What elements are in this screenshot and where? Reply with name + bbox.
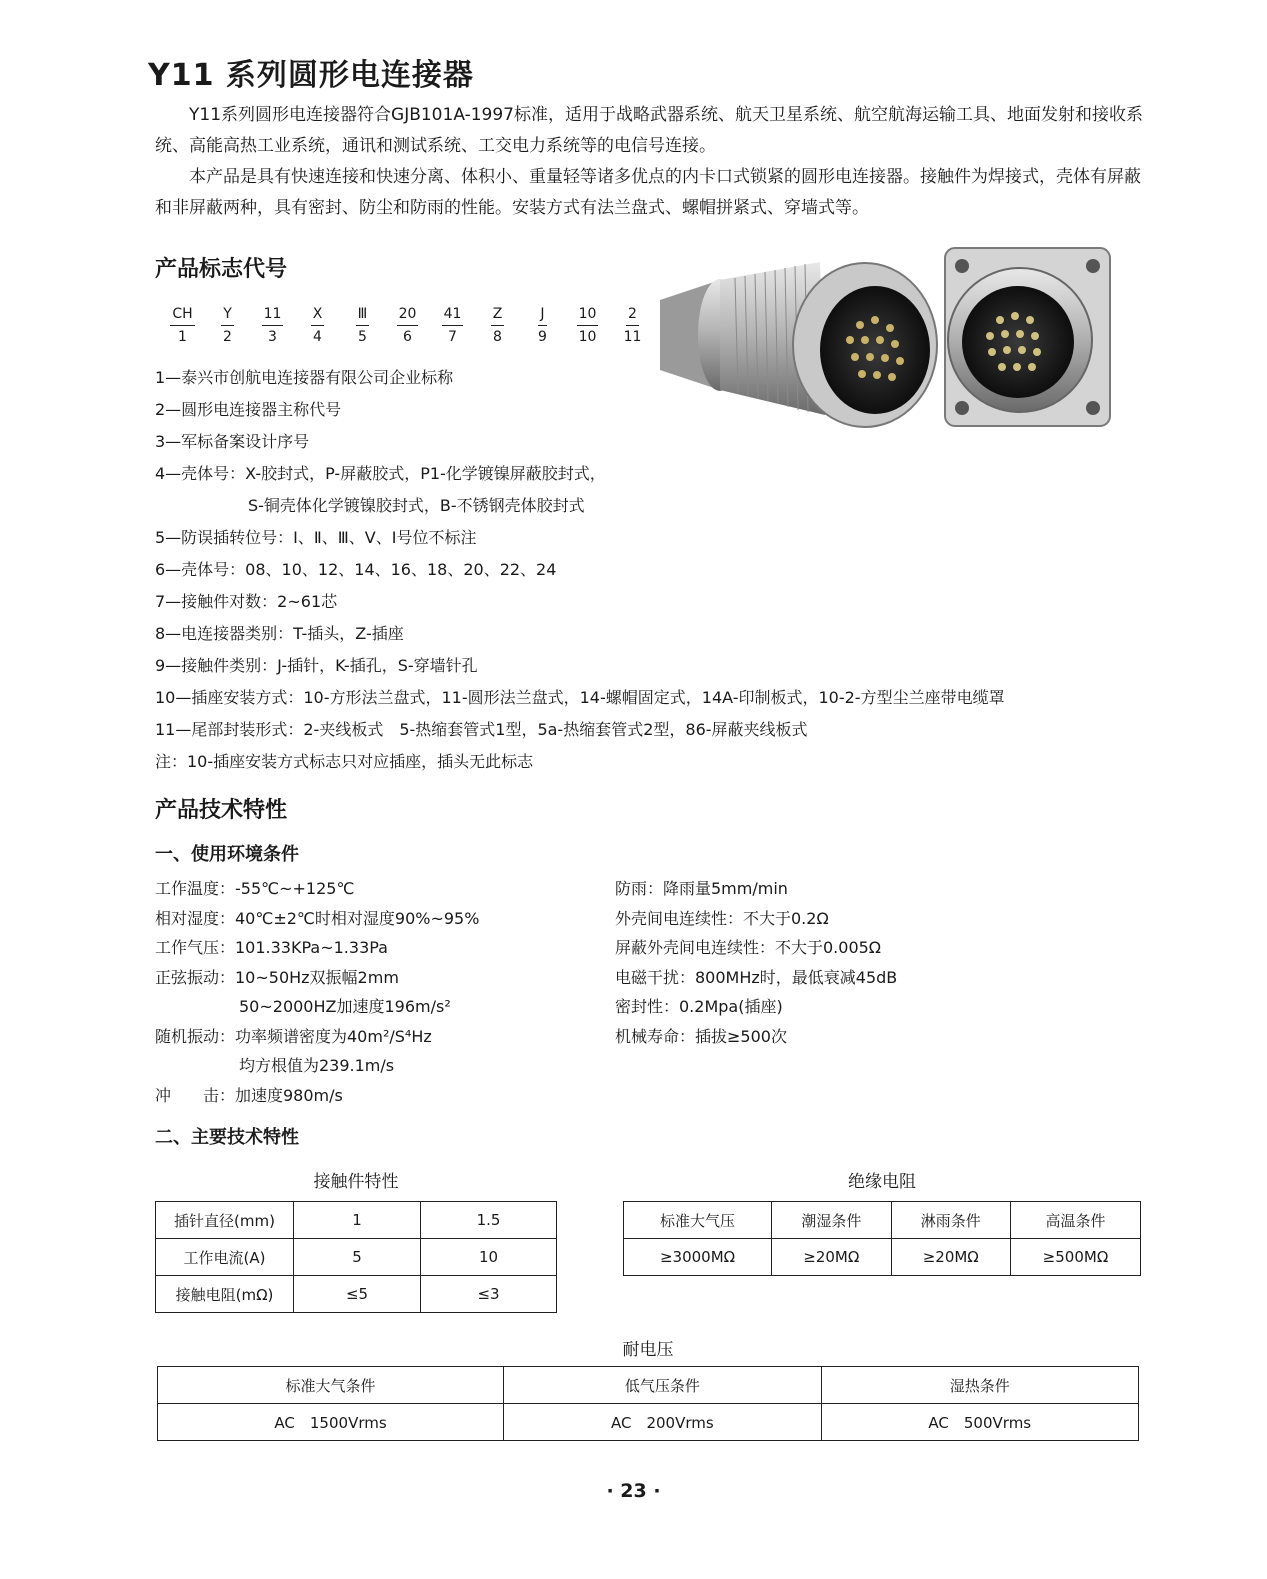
code-index: 9 [538, 329, 547, 345]
code-index: 1 [178, 329, 187, 345]
env-condition: 相对湿度：40℃±2℃时相对湿度90%~95% [155, 908, 480, 928]
env-condition: 工作气压：101.33KPa~1.33Pa [155, 938, 388, 957]
table-cell: ≥20MΩ [772, 1239, 891, 1276]
env-condition: 外壳间电连续性：不大于0.2Ω [615, 908, 829, 928]
table-row [156, 1239, 557, 1276]
main-spec-heading: 二、主要技术特性 [155, 1127, 299, 1148]
definition-item: 10—插座安装方式：10-方形法兰盘式，11-圆形法兰盘式，14-螺帽固定式，14A-印制板式，10-2-方型尘兰座带电缆罩 [155, 688, 1005, 707]
table-row [624, 1239, 1141, 1276]
definition-item: 6—壳体号：08、10、12、14、16、18、20、22、24 [155, 560, 557, 579]
env-condition: 防雨：降雨量5mm/min [615, 879, 788, 898]
code-value: 10 [577, 305, 599, 326]
code-value: J [538, 305, 546, 326]
env-condition: 机械寿命：插拔≥500次 [615, 1026, 787, 1046]
definition-item: 11—尾部封装形式：2-夹线板式 5-热缩套管式1型，5a-热缩套管式2型，86-屏蔽夹线板式 [155, 720, 808, 739]
env-condition: 工作温度：-55℃~+125℃ [155, 879, 355, 898]
code-index: 7 [448, 329, 457, 345]
code-cell [205, 305, 250, 348]
table-cell: 1.5 [421, 1202, 557, 1239]
code-index: 5 [358, 329, 367, 345]
code-value: X [311, 305, 325, 326]
table-row [158, 1404, 1139, 1441]
env-condition: 随机振动：功率频谱密度为40m²/S⁴Hz [155, 1026, 432, 1046]
table-cell: 1 [294, 1202, 421, 1239]
env-conditions-right [615, 874, 897, 1051]
voltage-table-caption: 耐电压 [622, 1340, 674, 1360]
env-condition: 均方根值为239.1m/s [239, 1056, 395, 1075]
code-cell [520, 305, 565, 348]
code-value: Ⅲ [356, 305, 370, 326]
code-cell [430, 305, 475, 348]
designation-definitions [155, 362, 1005, 778]
code-cell [475, 305, 520, 348]
code-cell [565, 305, 610, 348]
definition-item: 4—壳体号：X-胶封式，P-屏蔽胶式，P1-化学镀镍屏蔽胶封式， [155, 464, 606, 483]
code-index: 8 [493, 329, 502, 345]
env-conditions-left [155, 874, 479, 1110]
code-cell [295, 305, 340, 348]
env-condition: 冲 击：加速度980m/s [155, 1085, 343, 1105]
table-header-cell: 潮湿条件 [772, 1202, 891, 1239]
definition-note: 注：10-插座安装方式标志只对应插座，插头无此标志 [155, 752, 534, 771]
code-value: 2 [626, 305, 639, 326]
contact-table [155, 1201, 557, 1313]
table-header-row [158, 1367, 1139, 1404]
insulation-table-caption: 绝缘电阻 [848, 1172, 916, 1192]
insulation-table [623, 1201, 1141, 1276]
table-cell: 插针直径(mm) [156, 1202, 294, 1239]
code-value: 11 [262, 305, 284, 326]
table-header-cell: 标准大气条件 [158, 1367, 504, 1404]
tech-heading: 产品技术特性 [155, 798, 288, 823]
table-cell: 5 [294, 1239, 421, 1276]
definition-item: 8—电连接器类别：T-插头，Z-插座 [155, 624, 404, 643]
definition-item: 2—圆形电连接器主称代号 [155, 400, 342, 419]
intro-paragraph-1: Y11系列圆形电连接器符合GJB101A-1997标准，适用于战略武器系统、航天卫星系统、航空航海运输工具、地面发射和接收系统、高能高热工业系统，通讯和测试系统、工交电力系统等的电信号连接。 [155, 105, 1143, 156]
table-cell: 接触电阻(mΩ) [156, 1276, 294, 1313]
voltage-table [157, 1366, 1139, 1441]
table-cell: AC 1500Vrms [158, 1404, 504, 1441]
definition-item: 1—泰兴市创航电连接器有限公司企业标称 [155, 368, 454, 387]
code-index: 2 [223, 329, 232, 345]
env-condition: 屏蔽外壳间电连续性：不大于0.005Ω [615, 938, 882, 957]
table-cell: 10 [421, 1239, 557, 1276]
code-cell [250, 305, 295, 348]
definition-item: 7—接触件对数：2~61芯 [155, 592, 338, 611]
table-row [156, 1276, 557, 1313]
page-number: · 23 · [606, 1480, 661, 1502]
env-condition: 正弦振动：10~50Hz双振幅2mm [155, 967, 399, 987]
table-header-cell: 湿热条件 [821, 1367, 1138, 1404]
code-cell [340, 305, 385, 348]
designation-code-diagram [160, 305, 655, 348]
env-condition: 密封性：0.2Mpa(插座) [615, 997, 783, 1016]
table-header-cell: 淋雨条件 [891, 1202, 1010, 1239]
table-header-cell: 标准大气压 [624, 1202, 772, 1239]
code-value: Y [221, 305, 234, 326]
table-cell: ≤5 [294, 1276, 421, 1313]
code-cell [385, 305, 430, 348]
code-value: CH [170, 305, 194, 326]
code-value: Z [491, 305, 505, 326]
table-row [156, 1202, 557, 1239]
table-cell: 工作电流(A) [156, 1239, 294, 1276]
table-cell: ≥3000MΩ [624, 1239, 772, 1276]
code-index: 11 [623, 329, 642, 345]
code-cell [610, 305, 655, 348]
code-cell [160, 305, 205, 348]
table-cell: ≥500MΩ [1010, 1239, 1140, 1276]
table-cell: AC 200Vrms [504, 1404, 821, 1441]
code-index: 6 [403, 329, 412, 345]
table-header-row [624, 1202, 1141, 1239]
code-value: 41 [442, 305, 464, 326]
table-cell: ≤3 [421, 1276, 557, 1313]
env-heading: 一、使用环境条件 [155, 844, 299, 865]
page-title: Y11 系列圆形电连接器 [148, 58, 474, 93]
definition-item: 5—防误插转位号：Ⅰ、Ⅱ、Ⅲ、Ⅴ、Ⅰ号位不标注 [155, 528, 477, 547]
env-condition: 50~2000HZ加速度196m/s² [239, 997, 451, 1016]
code-index: 3 [268, 329, 277, 345]
table-cell: ≥20MΩ [891, 1239, 1010, 1276]
definition-item: 3—军标备案设计序号 [155, 432, 310, 451]
code-index: 4 [313, 329, 322, 345]
env-condition: 电磁干扰：800MHz时，最低衰减45dB [615, 967, 898, 987]
designation-heading: 产品标志代号 [155, 257, 288, 282]
code-value: 20 [397, 305, 419, 326]
definition-item: 9—接触件类别：J-插针，K-插孔，S-穿墙针孔 [155, 656, 478, 675]
table-header-cell: 低气压条件 [504, 1367, 821, 1404]
code-index: 10 [578, 329, 597, 345]
table-header-cell: 高温条件 [1010, 1202, 1140, 1239]
table-cell: AC 500Vrms [821, 1404, 1138, 1441]
definition-item: S-铜壳体化学镀镍胶封式，B-不锈钢壳体胶封式 [248, 496, 585, 515]
intro-text [155, 100, 1145, 224]
intro-paragraph-2: 本产品是具有快速连接和快速分离、体积小、重量轻等诸多优点的内卡口式锁紧的圆形电连接器。接触件为焊接式，壳体有屏蔽和非屏蔽两种，具有密封、防尘和防雨的性能。安装方式有法兰盘式、螺帽拼紧式、穿墙式等。 [155, 167, 1141, 218]
contact-table-caption: 接触件特性 [313, 1172, 399, 1192]
